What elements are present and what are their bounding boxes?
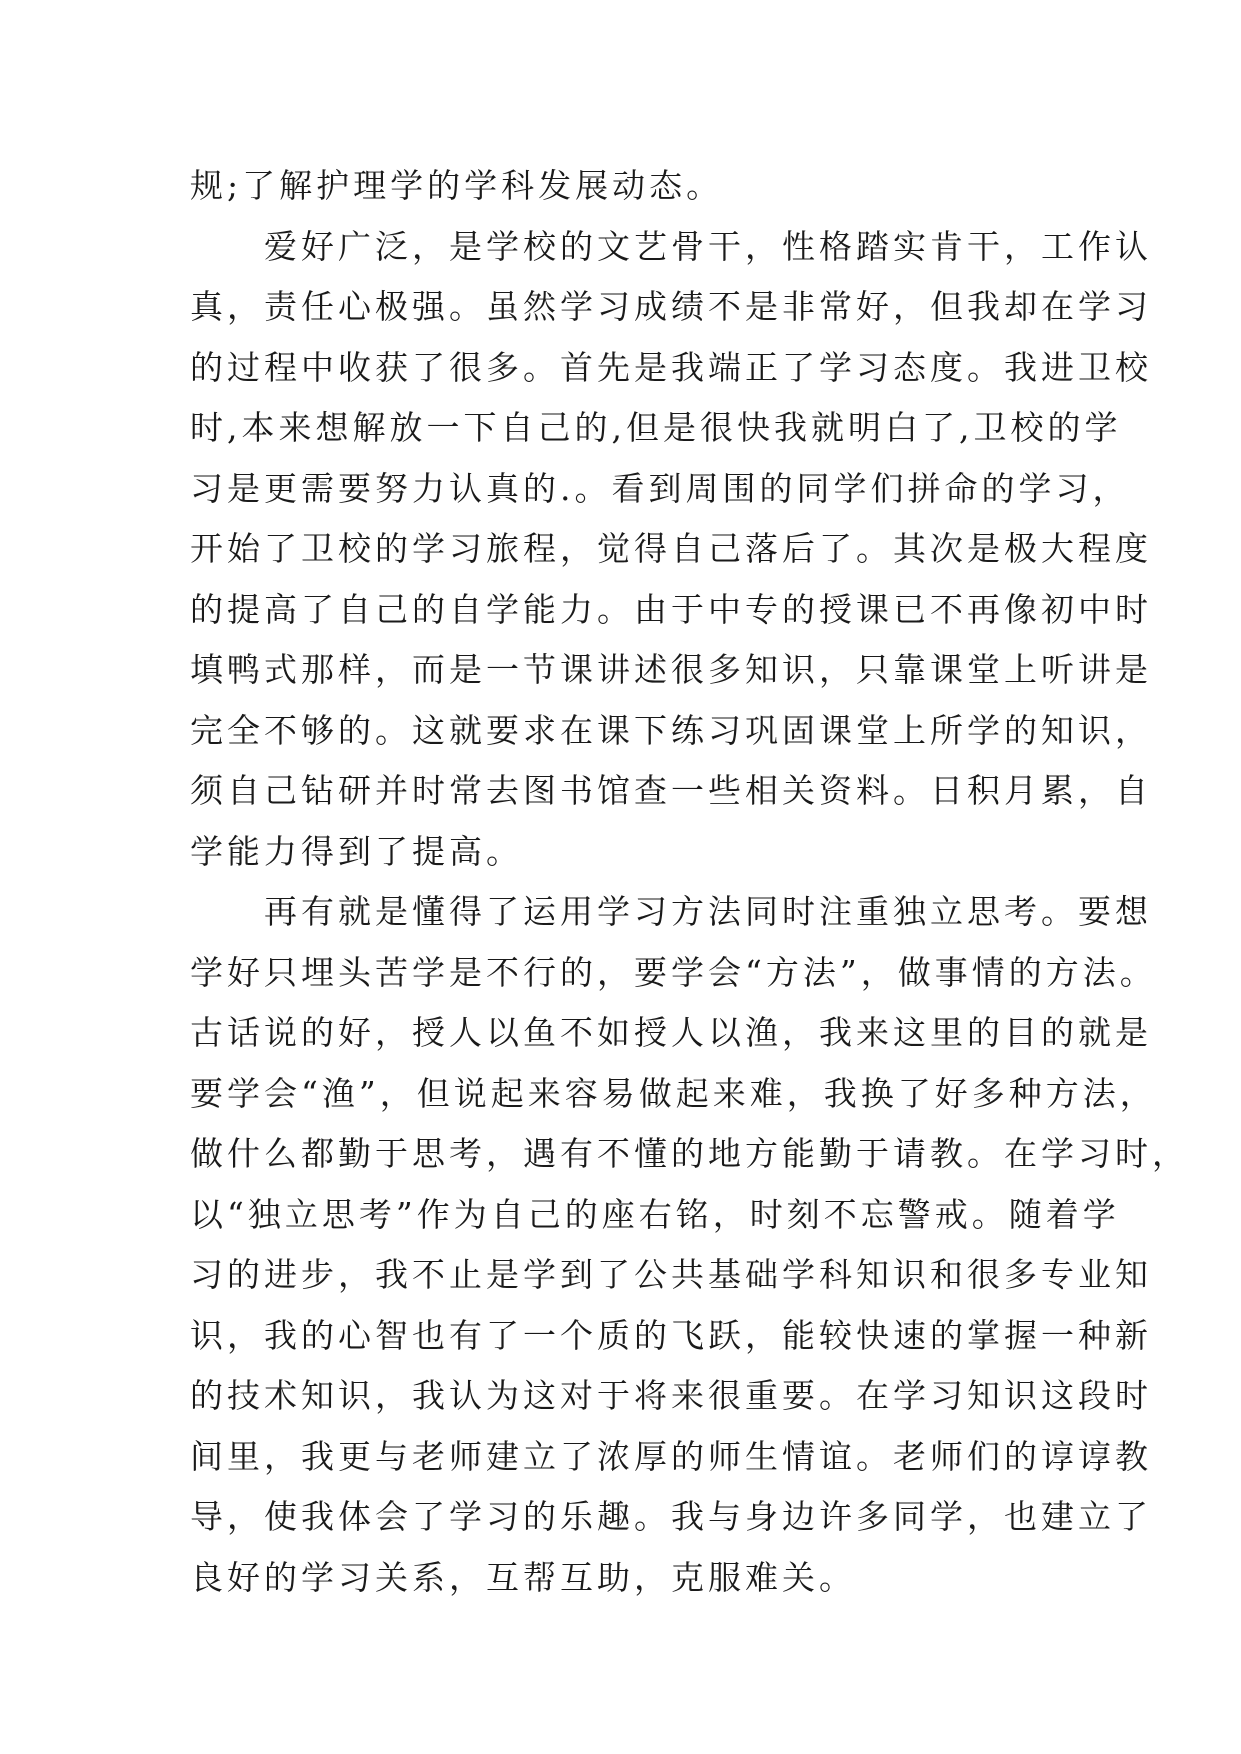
text-line: 的技术知识，我认为这对于将来很重要。在学习知识这段时 — [190, 1376, 1152, 1415]
text-line: 再有就是懂得了运用学习方法同时注重独立思考。要想 — [190, 892, 1152, 931]
text-line: 完全不够的。这就要求在课下练习巩固课堂上所学的知识， — [190, 710, 1152, 750]
text-line: 的提高了自己的自学能力。由于中专的授课已不再像初中时 — [190, 589, 1152, 629]
text-line: 习的进步，我不止是学到了公共基础学科知识和很多专业知 — [190, 1255, 1152, 1294]
text-line: 的过程中收获了很多。首先是我端正了学习态度。我进卫校 — [190, 347, 1152, 387]
text-line: 爱好广泛，是学校的文艺骨干，性格踏实肯干，工作认 — [190, 226, 1152, 266]
text-line: 习是更需要努力认真的.。看到周围的同学们拼命的学习， — [190, 468, 1130, 508]
text-line: 识，我的心智也有了一个质的飞跃，能较快速的掌握一种新 — [190, 1315, 1152, 1355]
text-line: 做什么都勤于思考，遇有不懂的地方能勤于请教。在学习时， — [190, 1134, 1189, 1173]
text-line: 开始了卫校的学习旅程，觉得自己落后了。其次是极大程度 — [190, 529, 1152, 568]
text-line: 以“独立思考”作为自己的座右铭，时刻不忘警戒。随着学 — [190, 1194, 1120, 1234]
text-line: 真，责任心极强。虽然学习成绩不是非常好，但我却在学习 — [190, 287, 1152, 326]
text-line: 时,本来想解放一下自己的,但是很快我就明白了,卫校的学 — [190, 408, 1122, 447]
text-line: 规;了解护理学的学科发展动态。 — [190, 166, 724, 205]
text-line: 良好的学习关系，互帮互助，克服难关。 — [190, 1557, 856, 1597]
text-line: 导，使我体会了学习的乐趣。我与身边许多同学，也建立了 — [190, 1497, 1152, 1536]
text-line: 古话说的好，授人以鱼不如授人以渔，我来这里的目的就是 — [190, 1013, 1152, 1052]
text-line: 间里，我更与老师建立了浓厚的师生情谊。老师们的谆谆教 — [190, 1436, 1152, 1476]
text-line: 填鸭式那样，而是一节课讲述很多知识，只靠课堂上听讲是 — [190, 650, 1152, 689]
text-line: 要学会“渔”，但说起来容易做起来难，我换了好多种方法， — [190, 1073, 1157, 1113]
document-body — [190, 156, 1189, 1608]
text-line: 学能力得到了提高。 — [190, 831, 523, 871]
text-line: 须自己钻研并时常去图书馆查一些相关资料。日积月累，自 — [190, 771, 1152, 810]
text-line: 学好只埋头苦学是不行的，要学会“方法”，做事情的方法。 — [190, 952, 1157, 992]
